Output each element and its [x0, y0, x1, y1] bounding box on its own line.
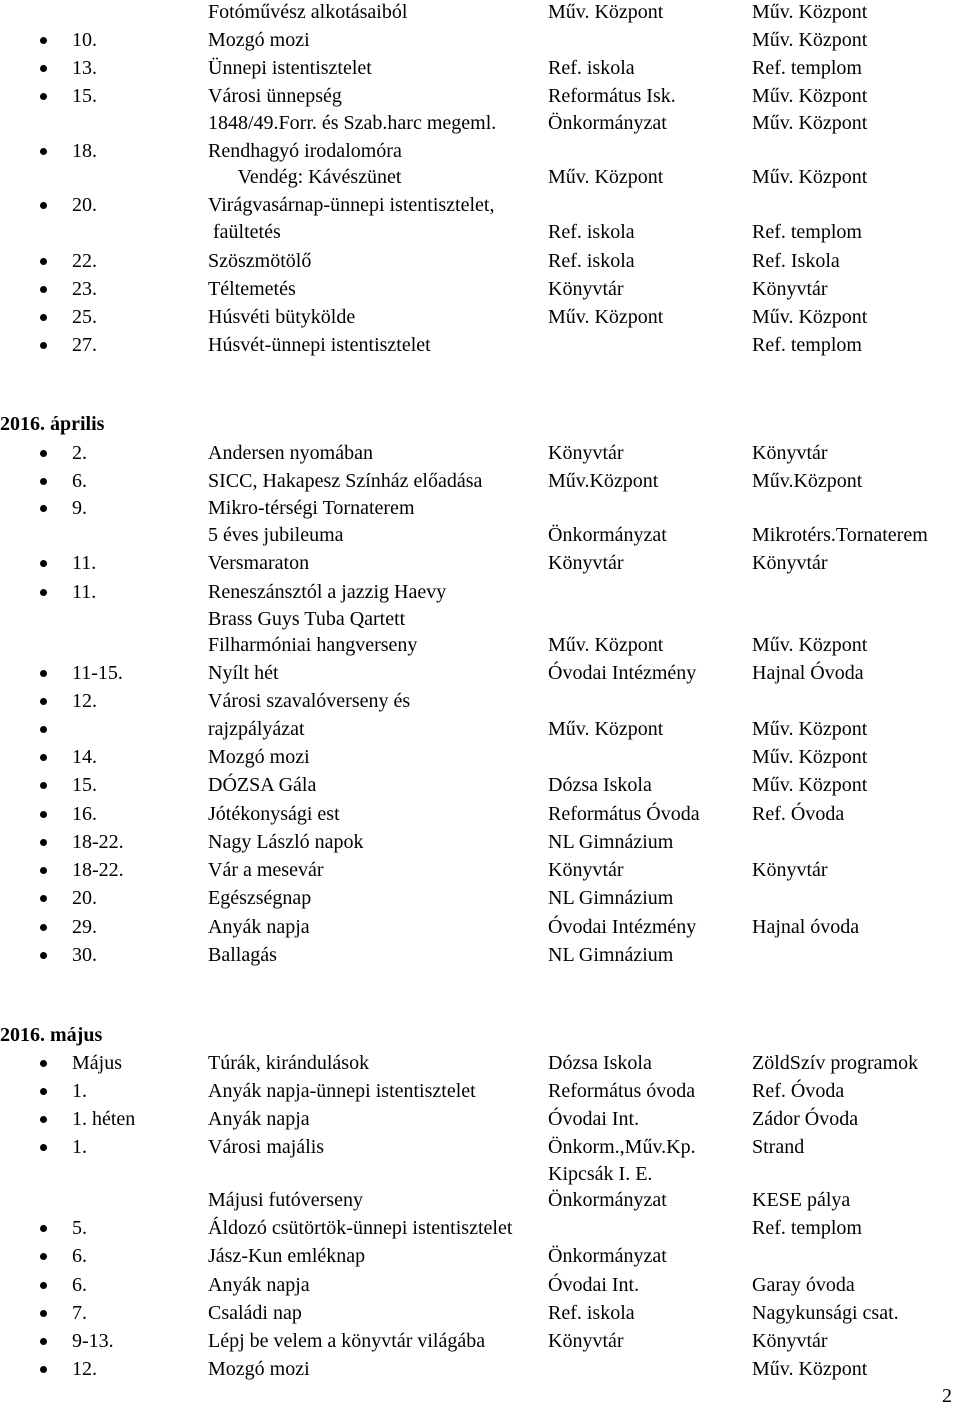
row-venue: Könyvtár: [752, 442, 828, 464]
row-organizer: Református Óvoda: [548, 803, 700, 825]
row-event: Májusi futóverseny: [208, 1189, 363, 1211]
row-organizer: Könyvtár: [548, 278, 624, 300]
row-event: Rendhagyó irodalomóra: [208, 140, 402, 162]
row-organizer: Műv. Központ: [548, 166, 664, 188]
row-date: 6.: [72, 470, 87, 492]
schedule-row: [0, 247, 960, 275]
row-event: Fotóművész alkotásaiból: [208, 1, 408, 23]
schedule-row: [0, 1133, 960, 1161]
row-event: Városi ünnepség: [208, 85, 342, 107]
row-organizer: Műv. Központ: [548, 634, 664, 656]
row-venue: Ref. Óvoda: [752, 803, 845, 825]
schedule-row: [0, 743, 960, 771]
row-organizer: Műv. Központ: [548, 306, 664, 328]
row-event: Mikro-térségi Tornaterem: [208, 497, 415, 519]
bullet-icon: [40, 839, 47, 846]
row-date: 16.: [72, 803, 97, 825]
row-date: 22.: [72, 250, 97, 272]
schedule-row: [0, 605, 960, 633]
schedule-row: [0, 1214, 960, 1242]
schedule-row: [0, 1327, 960, 1355]
row-venue: Műv.Központ: [752, 470, 863, 492]
row-event: Reneszánsztól a jazzig Haevy: [208, 581, 447, 603]
row-event: rajzpályázat: [208, 718, 305, 740]
row-date: 25.: [72, 306, 97, 328]
schedule-row: [0, 439, 960, 467]
row-date: 9-13.: [72, 1330, 114, 1352]
schedule-row: [0, 494, 960, 522]
row-event: Vendég: Kávészünet: [208, 166, 402, 188]
row-organizer: Ref. iskola: [548, 221, 635, 243]
row-date: 23.: [72, 278, 97, 300]
schedule-row: [0, 771, 960, 799]
row-organizer: Református óvoda: [548, 1080, 696, 1102]
bullet-icon: [40, 754, 47, 761]
schedule-row: [0, 303, 960, 331]
row-date: 1. héten: [72, 1108, 136, 1130]
row-date: 9.: [72, 497, 87, 519]
row-event: Téltemetés: [208, 278, 296, 300]
row-venue: Ref. templom: [752, 57, 862, 79]
row-organizer: Óvodai Int.: [548, 1108, 640, 1130]
schedule-row: [0, 1160, 960, 1188]
row-venue: Könyvtár: [752, 552, 828, 574]
row-event: Ünnepi istentisztelet: [208, 57, 372, 79]
bullet-icon: [40, 924, 47, 931]
row-venue: Mikrotérs.Tornaterem: [752, 524, 928, 546]
row-organizer: Könyvtár: [548, 552, 624, 574]
row-date: 15.: [72, 774, 97, 796]
schedule-row: [0, 828, 960, 856]
row-event: Anyák napja: [208, 1108, 310, 1130]
schedule-row: [0, 331, 960, 359]
row-date: 18-22.: [72, 831, 124, 853]
row-date: 1.: [72, 1080, 87, 1102]
row-event: DÓZSA Gála: [208, 774, 317, 796]
schedule-row: [0, 1186, 960, 1214]
row-date: Május: [72, 1052, 122, 1074]
row-date: 11-15.: [72, 662, 123, 684]
schedule-row: [0, 467, 960, 495]
schedule-row: [0, 1049, 960, 1077]
bullet-icon: [40, 1338, 47, 1345]
schedule-row: [0, 578, 960, 606]
row-venue: Műv. Központ: [752, 85, 868, 107]
row-venue: Garay óvoda: [752, 1274, 855, 1296]
schedule-row: [0, 800, 960, 828]
bullet-icon: [40, 670, 47, 677]
row-organizer: Óvodai Intézmény: [548, 662, 697, 684]
bullet-icon: [40, 1060, 47, 1067]
row-organizer: Ref. iskola: [548, 1302, 635, 1324]
row-organizer: Önkormányzat: [548, 524, 667, 546]
schedule-row: [0, 631, 960, 659]
row-date: 20.: [72, 194, 97, 216]
schedule-row: [0, 163, 960, 191]
row-organizer: Dózsa Iskola: [548, 1052, 652, 1074]
row-venue: Strand: [752, 1136, 805, 1158]
row-date: 6.: [72, 1274, 87, 1296]
row-venue: KESE pálya: [752, 1189, 851, 1211]
row-organizer: NL Gimnázium: [548, 887, 674, 909]
schedule-row: [0, 1105, 960, 1133]
row-venue: Műv. Központ: [752, 1358, 868, 1380]
row-event: 1848/49.Forr. és Szab.harc megeml.: [208, 112, 497, 134]
row-date: 5.: [72, 1217, 87, 1239]
schedule-row: [0, 715, 960, 743]
row-date: 20.: [72, 887, 97, 909]
row-organizer: Műv.Központ: [548, 470, 659, 492]
page-number: 2: [942, 1385, 952, 1407]
row-organizer: Református Isk.: [548, 85, 676, 107]
row-event: Filharmóniai hangverseny: [208, 634, 418, 656]
row-organizer: Önkormányzat: [548, 112, 667, 134]
schedule-row: [0, 687, 960, 715]
bullet-icon: [40, 65, 47, 72]
bullet-icon: [40, 1144, 47, 1151]
row-organizer: Ref. iskola: [548, 250, 635, 272]
row-venue: Műv. Központ: [752, 634, 868, 656]
bullet-icon: [40, 37, 47, 44]
row-event: Mozgó mozi: [208, 746, 310, 768]
schedule-row: [0, 549, 960, 577]
row-date: 11.: [72, 552, 97, 574]
bullet-icon: [40, 202, 47, 209]
bullet-icon: [40, 1282, 47, 1289]
row-venue: Műv. Központ: [752, 166, 868, 188]
row-date: 15.: [72, 85, 97, 107]
row-organizer: Óvodai Int.: [548, 1274, 640, 1296]
row-venue: Műv. Központ: [752, 306, 868, 328]
schedule-row: [0, 913, 960, 941]
row-event: Mozgó mozi: [208, 29, 310, 51]
row-event: Húsvét-ünnepi istentisztelet: [208, 334, 431, 356]
bullet-icon: [40, 698, 47, 705]
bullet-icon: [40, 1366, 47, 1373]
row-event: Brass Guys Tuba Qartett: [208, 608, 406, 630]
row-organizer: Műv. Központ: [548, 1, 664, 23]
schedule-row: [0, 137, 960, 165]
bullet-icon: [40, 726, 47, 733]
schedule-row: [0, 1242, 960, 1270]
schedule-row: [0, 275, 960, 303]
row-date: 14.: [72, 746, 97, 768]
row-organizer: Önkormányzat: [548, 1245, 667, 1267]
row-venue: ZöldSzív programok: [752, 1052, 919, 1074]
row-date: 7.: [72, 1302, 87, 1324]
schedule-row: [0, 1077, 960, 1105]
row-event: Egészségnap: [208, 887, 312, 909]
row-venue: Nagykunsági csat.: [752, 1302, 899, 1324]
row-event: Andersen nyomában: [208, 442, 373, 464]
bullet-icon: [40, 589, 47, 596]
row-date: 30.: [72, 944, 97, 966]
row-event: Nyílt hét: [208, 662, 279, 684]
schedule-row: [0, 1299, 960, 1327]
schedule-row: [0, 26, 960, 54]
schedule-row: [0, 1355, 960, 1383]
bullet-icon: [40, 1310, 47, 1317]
row-venue: Ref. Iskola: [752, 250, 840, 272]
bullet-icon: [40, 1088, 47, 1095]
row-event: Mozgó mozi: [208, 1358, 310, 1380]
bullet-icon: [40, 93, 47, 100]
row-venue: Könyvtár: [752, 859, 828, 881]
bullet-icon: [40, 560, 47, 567]
row-date: 18-22.: [72, 859, 124, 881]
section-heading: 2016. május: [0, 1024, 103, 1046]
row-date: 12.: [72, 1358, 97, 1380]
row-event: Vár a mesevár: [208, 859, 324, 881]
row-date: 12.: [72, 690, 97, 712]
bullet-icon: [40, 811, 47, 818]
bullet-icon: [40, 286, 47, 293]
bullet-icon: [40, 450, 47, 457]
row-venue: Műv. Központ: [752, 746, 868, 768]
bullet-icon: [40, 1116, 47, 1123]
bullet-icon: [40, 782, 47, 789]
row-date: 18.: [72, 140, 97, 162]
schedule-row: [0, 1271, 960, 1299]
row-organizer: Könyvtár: [548, 442, 624, 464]
row-event: faültetés: [208, 221, 281, 243]
row-event: Családi nap: [208, 1302, 302, 1324]
row-organizer: Könyvtár: [548, 859, 624, 881]
row-date: 2.: [72, 442, 87, 464]
schedule-row: [0, 659, 960, 687]
bullet-icon: [40, 314, 47, 321]
row-organizer: Könyvtár: [548, 1330, 624, 1352]
section-heading: 2016. április: [0, 413, 105, 435]
row-event: Áldozó csütörtök-ünnepi istentisztelet: [208, 1217, 513, 1239]
row-organizer: Műv. Központ: [548, 718, 664, 740]
row-date: 6.: [72, 1245, 87, 1267]
row-organizer: Kipcsák I. E.: [548, 1163, 653, 1185]
row-event: Húsvéti bütykölde: [208, 306, 356, 328]
row-date: 13.: [72, 57, 97, 79]
row-venue: Ref. templom: [752, 221, 862, 243]
row-event: Nagy László napok: [208, 831, 364, 853]
row-event: Jótékonysági est: [208, 803, 340, 825]
bullet-icon: [40, 148, 47, 155]
bullet-icon: [40, 258, 47, 265]
row-venue: Könyvtár: [752, 278, 828, 300]
row-organizer: Óvodai Intézmény: [548, 916, 697, 938]
row-event: Anyák napja: [208, 916, 310, 938]
row-organizer: NL Gimnázium: [548, 831, 674, 853]
schedule-row: [0, 521, 960, 549]
row-date: 27.: [72, 334, 97, 356]
bullet-icon: [40, 1225, 47, 1232]
row-organizer: Dózsa Iskola: [548, 774, 652, 796]
row-date: 1.: [72, 1136, 87, 1158]
row-venue: Műv. Központ: [752, 1, 868, 23]
row-event: Versmaraton: [208, 552, 310, 574]
row-event: Városi szavalóverseny és: [208, 690, 411, 712]
row-event: Virágvasárnap-ünnepi istentisztelet,: [208, 194, 495, 216]
schedule-row: [0, 884, 960, 912]
row-event: Városi majális: [208, 1136, 325, 1158]
schedule-row: [0, 191, 960, 219]
bullet-icon: [40, 342, 47, 349]
bullet-icon: [40, 478, 47, 485]
bullet-icon: [40, 867, 47, 874]
row-event: Szöszmötölő: [208, 250, 312, 272]
row-venue: Műv. Központ: [752, 29, 868, 51]
row-venue: Műv. Központ: [752, 718, 868, 740]
row-event: Túrák, kirándulások: [208, 1052, 370, 1074]
schedule-row: [0, 941, 960, 969]
row-venue: Ref. templom: [752, 334, 862, 356]
row-organizer: NL Gimnázium: [548, 944, 674, 966]
row-event: Lépj be velem a könyvtár világába: [208, 1330, 486, 1352]
row-date: 10.: [72, 29, 97, 51]
row-date: 11.: [72, 581, 97, 603]
row-event: 5 éves jubileuma: [208, 524, 344, 546]
row-venue: Könyvtár: [752, 1330, 828, 1352]
row-venue: Ref. templom: [752, 1217, 862, 1239]
row-date: 29.: [72, 916, 97, 938]
bullet-icon: [40, 1253, 47, 1260]
row-venue: Műv. Központ: [752, 774, 868, 796]
row-event: Jász-Kun emléknap: [208, 1245, 366, 1267]
row-organizer: Önkorm.,Műv.Kp.: [548, 1136, 696, 1158]
row-event: SICC, Hakapesz Színház előadása: [208, 470, 483, 492]
bullet-icon: [40, 952, 47, 959]
row-organizer: Önkormányzat: [548, 1189, 667, 1211]
bullet-icon: [40, 895, 47, 902]
schedule-row: [0, 82, 960, 110]
row-venue: Hajnal óvoda: [752, 916, 860, 938]
row-venue: Zádor Óvoda: [752, 1108, 859, 1130]
row-venue: Hajnal Óvoda: [752, 662, 864, 684]
row-venue: Ref. Óvoda: [752, 1080, 845, 1102]
schedule-row: [0, 54, 960, 82]
bullet-icon: [40, 505, 47, 512]
row-organizer: Ref. iskola: [548, 57, 635, 79]
row-event: Anyák napja: [208, 1274, 310, 1296]
schedule-row: [0, 0, 960, 26]
row-venue: Műv. Központ: [752, 112, 868, 134]
schedule-row: [0, 218, 960, 246]
row-event: Ballagás: [208, 944, 277, 966]
schedule-row: [0, 856, 960, 884]
schedule-row: [0, 109, 960, 137]
row-event: Anyák napja-ünnepi istentisztelet: [208, 1080, 476, 1102]
